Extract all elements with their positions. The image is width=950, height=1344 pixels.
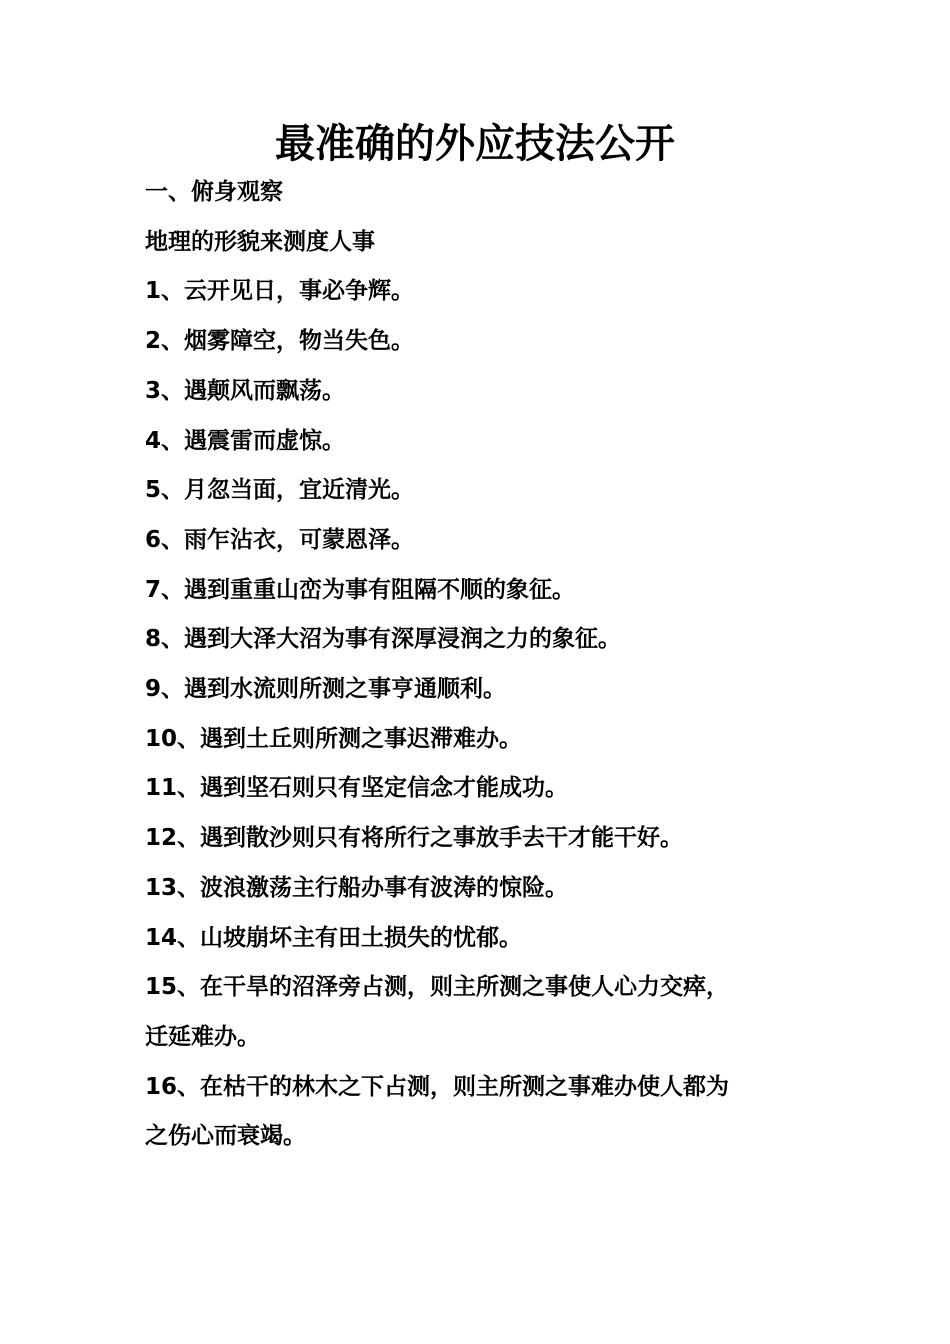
page-title: 最准确的外应技法公开 <box>275 121 675 167</box>
section-heading: 一、俯身观察 <box>145 179 283 205</box>
list-item: 9、遇到水流则所测之事亨通顺利。 <box>145 676 507 703</box>
list-item: 3、遇颠风而飘荡。 <box>145 377 346 404</box>
document-body <box>145 168 825 1162</box>
list-item: 14、山坡崩坏主有田土损失的忧郁。 <box>145 924 523 951</box>
list-item: 8、遇到大泽大沼为事有深厚浸润之力的象征。 <box>145 626 622 653</box>
subheading: 地理的形貌来测度人事 <box>145 228 375 255</box>
list-item-15-line-1: 15、在干旱的沼泽旁占测，则主所测之事使人心力交瘁， <box>145 974 730 1001</box>
list-item-16-line-2: 之伤心而衰竭。 <box>145 1123 306 1150</box>
list-item: 13、波浪激荡主行船办事有波涛的惊险。 <box>145 874 569 901</box>
list-item: 10、遇到土丘则所测之事迟滞难办。 <box>145 725 523 752</box>
list-item-16-line-1: 16、在枯干的林木之下占测，则主所测之事难办使人都为 <box>145 1073 730 1100</box>
list-item: 5、月忽当面，宜近清光。 <box>145 477 415 504</box>
list-item-15-line-2: 迁延难办。 <box>145 1023 260 1050</box>
list-item: 2、烟雾障空，物当失色。 <box>145 328 415 355</box>
list-item: 4、遇震雷而虚惊。 <box>145 427 346 454</box>
list-item: 7、遇到重重山峦为事有阻隔不顺的象征。 <box>145 576 576 603</box>
list-item: 1、云开见日，事必争辉。 <box>145 278 415 305</box>
list-item: 6、雨乍沾衣，可蒙恩泽。 <box>145 526 415 553</box>
list-item: 11、遇到坚石则只有坚定信念才能成功。 <box>145 775 569 802</box>
list-item: 12、遇到散沙则只有将所行之事放手去干才能干好。 <box>145 825 684 852</box>
